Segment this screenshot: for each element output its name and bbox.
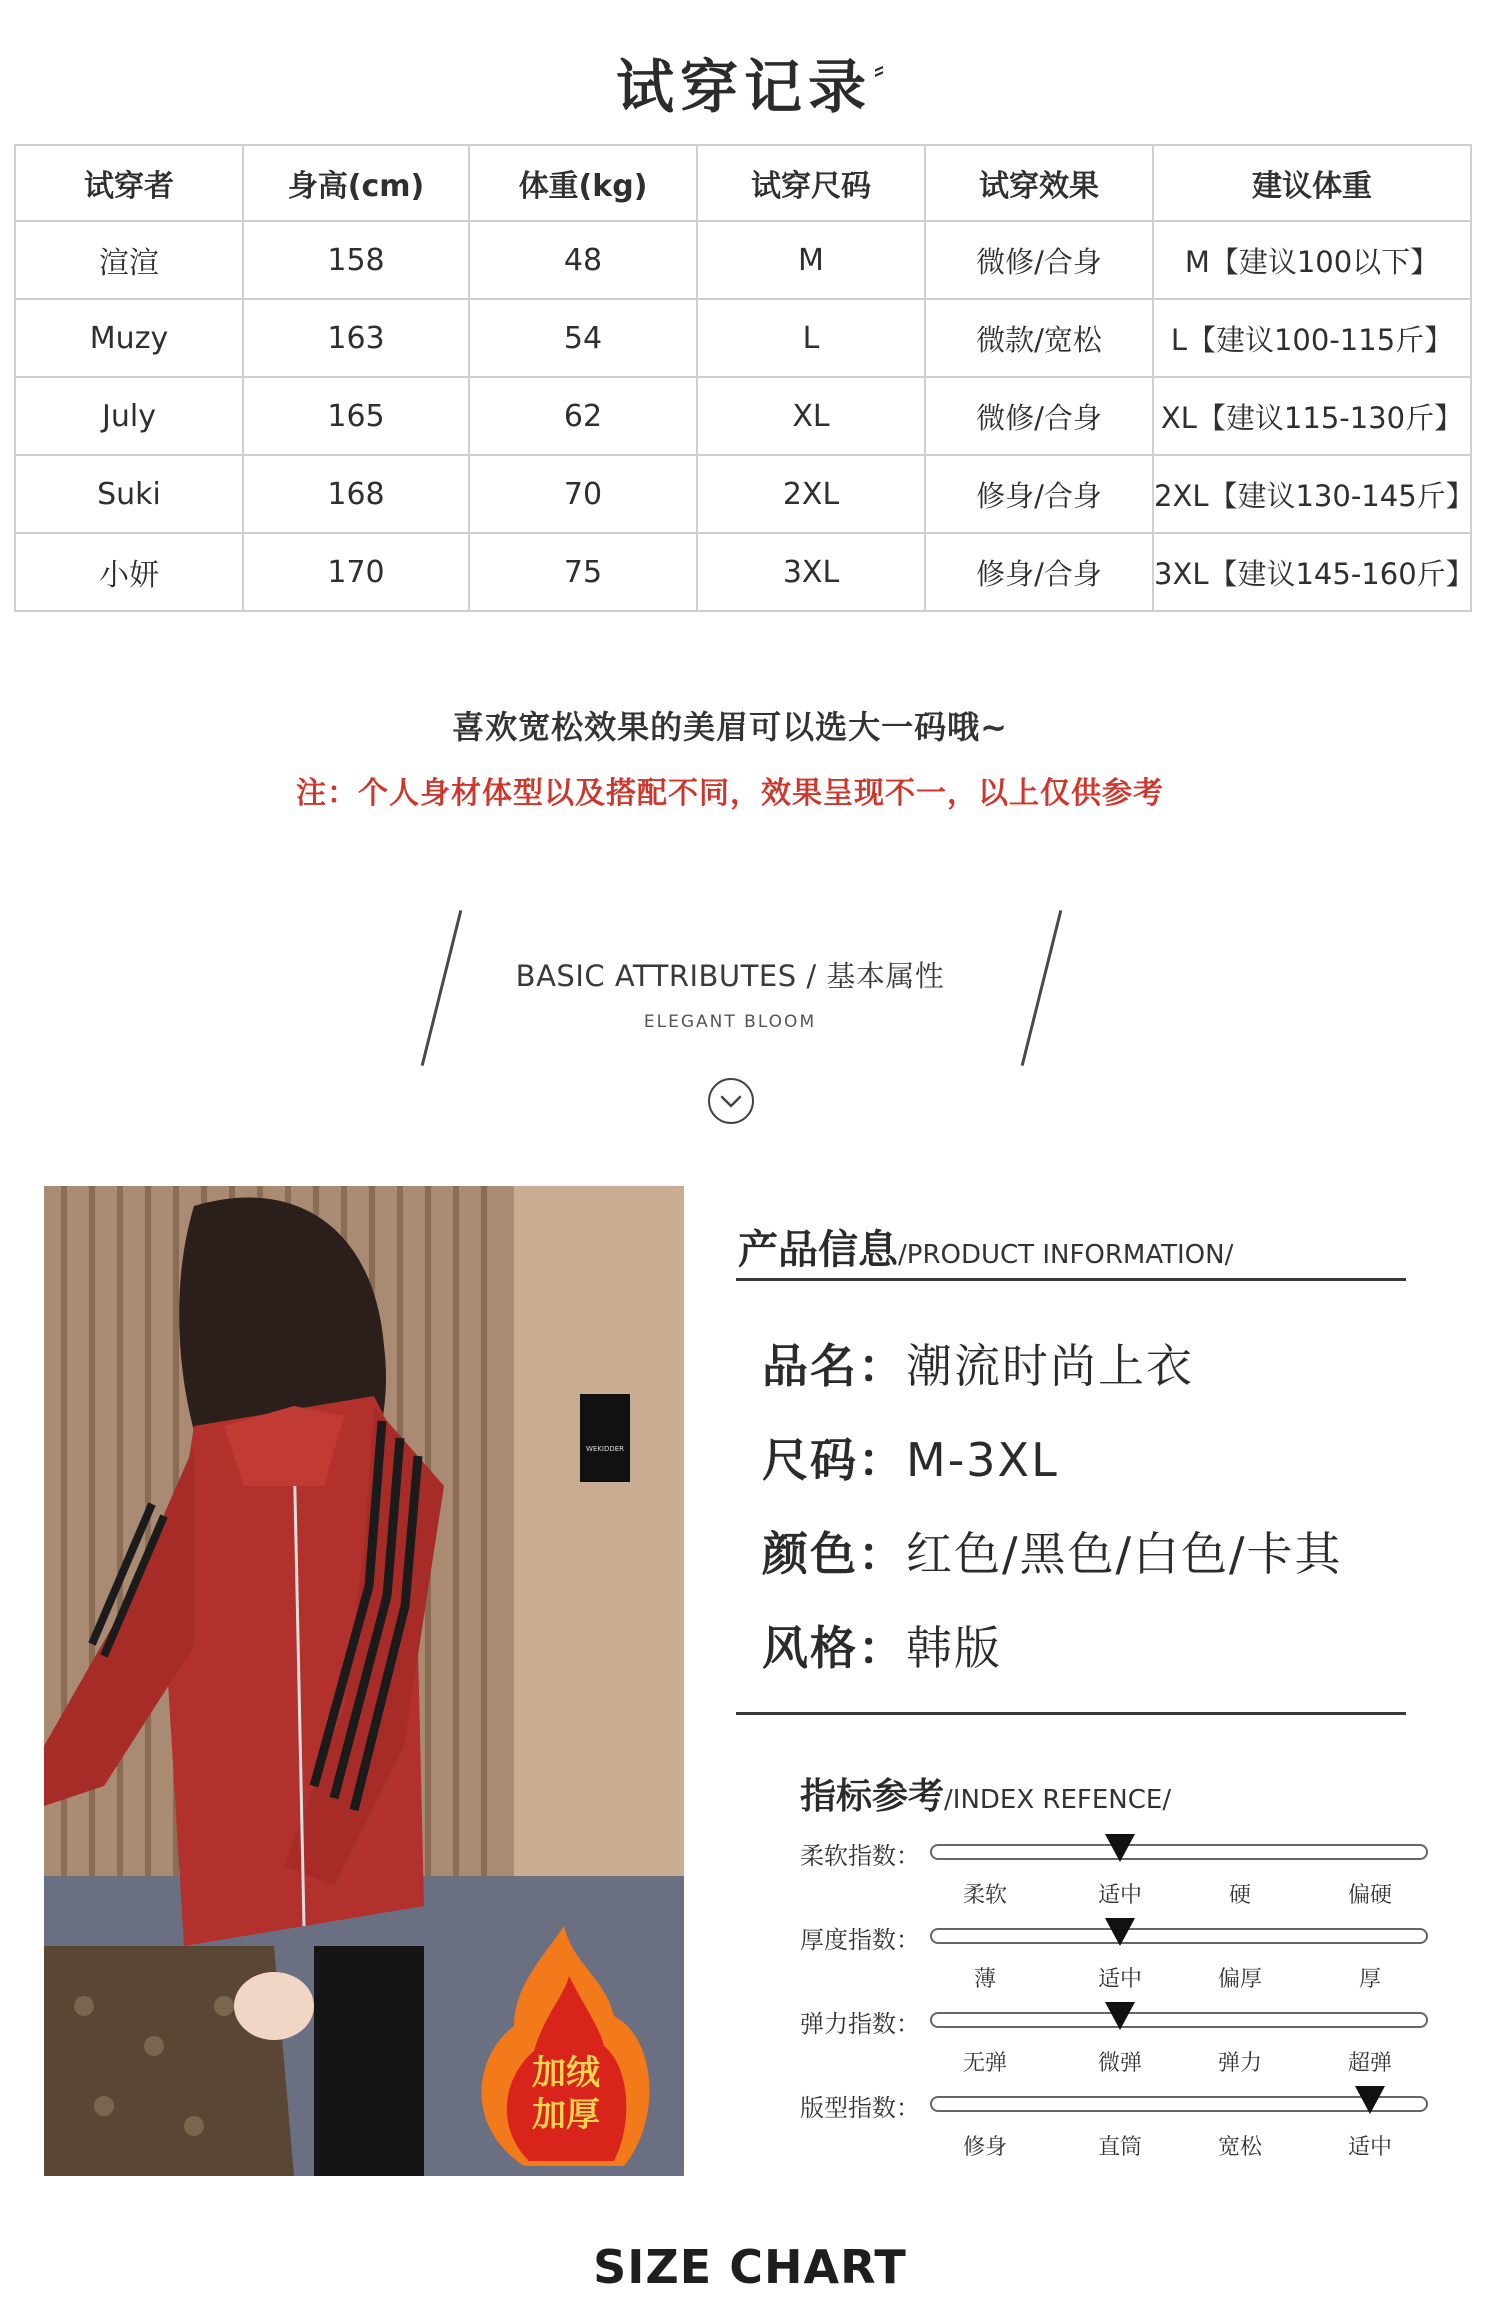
cell-tester: 渲渲 [15,221,243,299]
index-option: 修身 [962,2135,1007,2160]
cell-tester: Suki [15,455,243,533]
cell-recommended: L【建议100-115斤】 [1153,299,1471,377]
index-scale-bar [930,1928,1428,1944]
basic-attributes-subtitle: ELEGANT BLOOM [643,1012,817,1032]
try-on-table [14,144,1475,612]
title-text: 试穿记录 [615,53,872,121]
index-scale-bar [930,2012,1428,2028]
product-color-value: 红色/黑色/白色/卡其 [906,1527,1343,1581]
index-option: 直筒 [1097,2135,1142,2160]
cell-height: 165 [243,377,469,455]
cell-size: 2XL [697,455,925,533]
product-info-heading [738,1218,1233,1275]
cell-effect: 修身/合身 [925,533,1153,611]
cell-recommended: 2XL【建议130-145斤】 [1153,455,1471,533]
product-size-row [762,1424,1059,1490]
header-effect: 试穿效果 [925,145,1153,221]
header-recommended: 建议体重 [1153,145,1471,221]
cell-effect: 微修/合身 [925,221,1153,299]
cell-height: 170 [243,533,469,611]
model-illustration [44,1186,684,2176]
header-size: 试穿尺码 [697,145,925,221]
cell-weight: 62 [469,377,697,455]
divider-line [736,1278,1406,1281]
cell-size: 3XL [697,533,925,611]
cell-height: 158 [243,221,469,299]
cell-tester: 小妍 [15,533,243,611]
cell-weight: 48 [469,221,697,299]
table-header-row [15,145,1471,221]
table-row [15,221,1471,299]
index-option: 偏厚 [1217,1967,1262,1992]
cell-effect: 微款/宽松 [925,299,1153,377]
cell-effect: 修身/合身 [925,455,1153,533]
index-label: 弹力指数： [800,2010,920,2038]
index-option: 适中 [1347,2135,1392,2160]
index-option: 偏硬 [1347,1883,1392,1908]
product-size-key: 尺码： [762,1433,906,1487]
product-name-key: 品名： [762,1339,906,1393]
page-title [0,40,1500,124]
index-scale-bar [930,1844,1428,1860]
product-color-key: 颜色： [762,1527,906,1581]
index-marker-icon [1105,2002,1135,2030]
index-option: 弹力 [1217,2051,1262,2076]
index-option: 薄 [973,1967,996,1992]
product-info-title: 产品信息 [738,1227,898,1273]
product-style-value: 韩版 [906,1621,1002,1675]
header-tester: 试穿者 [15,145,243,221]
product-photo [44,1186,684,2176]
table-row [15,455,1471,533]
table-row [15,377,1471,455]
index-option: 微弹 [1097,2051,1142,2076]
index-marker-icon [1105,1834,1135,1862]
product-style-row [762,1612,1002,1678]
divider-line [736,1712,1406,1715]
product-color-row [762,1518,1343,1584]
index-subtitle: /INDEX REFENCE/ [944,1785,1172,1815]
title-mark: ⸗ [874,52,884,87]
chevron-down-icon [708,1078,754,1124]
header-height: 身高(cm) [243,145,469,221]
table-row [15,299,1471,377]
index-scale-bar [930,2096,1428,2112]
cell-tester: Muzy [15,299,243,377]
badge-line1: 加绒 [532,2053,600,2093]
index-option: 硬 [1228,1883,1251,1908]
product-name-row [762,1330,1194,1396]
loose-fit-note: 喜欢宽松效果的美眉可以选大一码哦~ [452,708,1008,746]
header-weight: 体重(kg) [469,145,697,221]
index-marker-icon [1105,1918,1135,1946]
cell-height: 168 [243,455,469,533]
product-style-key: 风格： [762,1621,906,1675]
index-label: 版型指数： [800,2094,920,2122]
index-option: 适中 [1097,1967,1142,1992]
index-marker-icon [1355,2086,1385,2114]
cell-height: 163 [243,299,469,377]
product-name-value: 潮流时尚上衣 [906,1339,1194,1393]
cell-size: M [697,221,925,299]
index-option: 厚 [1358,1967,1381,1992]
cell-weight: 75 [469,533,697,611]
index-reference-heading [800,1768,1171,1819]
index-option: 柔软 [962,1883,1007,1908]
product-info-subtitle: /PRODUCT INFORMATION/ [898,1240,1234,1270]
basic-attributes-title: BASIC ATTRIBUTES / 基本属性 [515,959,945,993]
product-size-value: M-3XL [906,1433,1059,1487]
index-title: 指标参考 [800,1776,945,1817]
cell-tester: July [15,377,243,455]
cell-recommended: 3XL【建议145-160斤】 [1153,533,1471,611]
cell-effect: 微修/合身 [925,377,1153,455]
index-option: 适中 [1097,1883,1142,1908]
badge-line2: 加厚 [532,2095,600,2135]
table-row [15,533,1471,611]
cell-recommended: M【建议100以下】 [1153,221,1471,299]
index-option: 无弹 [962,2051,1007,2076]
cell-size: L [697,299,925,377]
index-label: 柔软指数： [800,1842,920,1870]
cell-weight: 70 [469,455,697,533]
cell-weight: 54 [469,299,697,377]
size-chart-heading: SIZE CHART [593,2240,907,2294]
index-option: 超弹 [1347,2051,1392,2076]
disclaimer-note: 注：个人身材体型以及搭配不同，效果呈现不一，以上仅供参考 [296,776,1164,811]
index-label: 厚度指数： [800,1926,920,1954]
index-option: 宽松 [1217,2135,1262,2160]
hang-tag-text: WEKIDDER [585,1445,625,1453]
cell-size: XL [697,377,925,455]
cell-recommended: XL【建议115-130斤】 [1153,377,1471,455]
